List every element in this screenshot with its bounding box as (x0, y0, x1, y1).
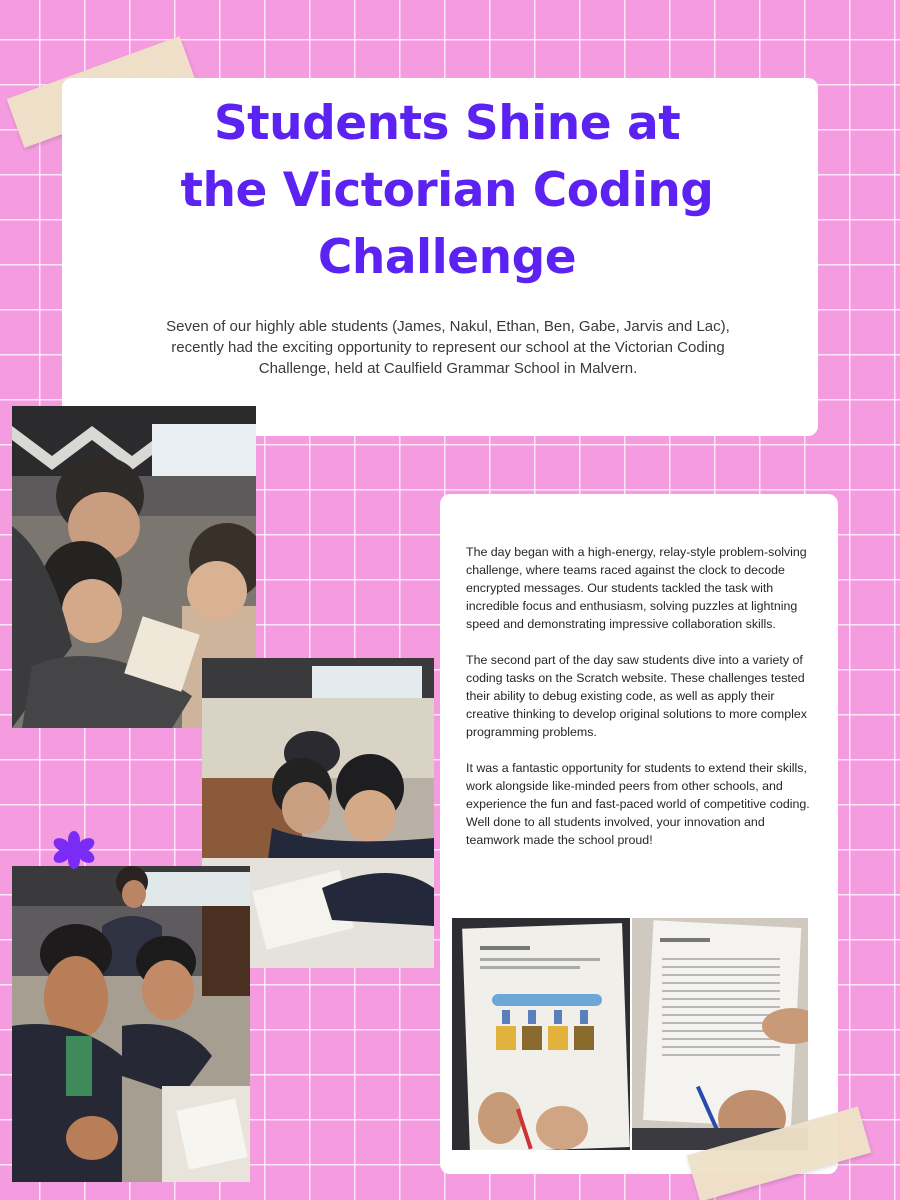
title-line: Students Shine at (213, 96, 681, 151)
article-paragraph: The day began with a high-energy, relay-style problem-solving challenge, where teams raced against the clock to decode encrypted messages. Our students tackled the task with incredible focus and enthusiasm, solving puzzles at lightning speed and demonstrating impressive collaboration skills. (466, 545, 807, 631)
photo-students-smiling (12, 866, 250, 1182)
article-paragraph: The second part of the day saw students dive into a variety of coding tasks on the Scratch website. These challenges tested their ability to debug existing code, as well as apply their creative thinking to develop original solutions to more complex programming problems. (466, 653, 807, 739)
intro-paragraph: Seven of our highly able students (James, Nakul, Ethan, Ben, Gabe, Jarvis and Lac), recently had the exciting opportunity to represent our school at the Victorian Coding Challenge, held at Caulfield Grammar School in Malvern. (166, 318, 730, 377)
article-paragraph: It was a fantastic opportunity for students to extend their skills, work alongside like-minded peers from other schools, and experience the fun and fast-paced world of competitive coding. Well done to all students involved, your innovation and teamwork made the school proud! (466, 761, 810, 847)
photo-table-worksheet (632, 918, 808, 1150)
title-line: Challenge (317, 230, 577, 285)
photo-scratch-worksheet (452, 918, 630, 1150)
asterisk-flower-icon (48, 830, 100, 870)
article-body (466, 543, 811, 867)
title-line: the Victorian Coding (180, 163, 714, 218)
page-title (62, 90, 832, 291)
